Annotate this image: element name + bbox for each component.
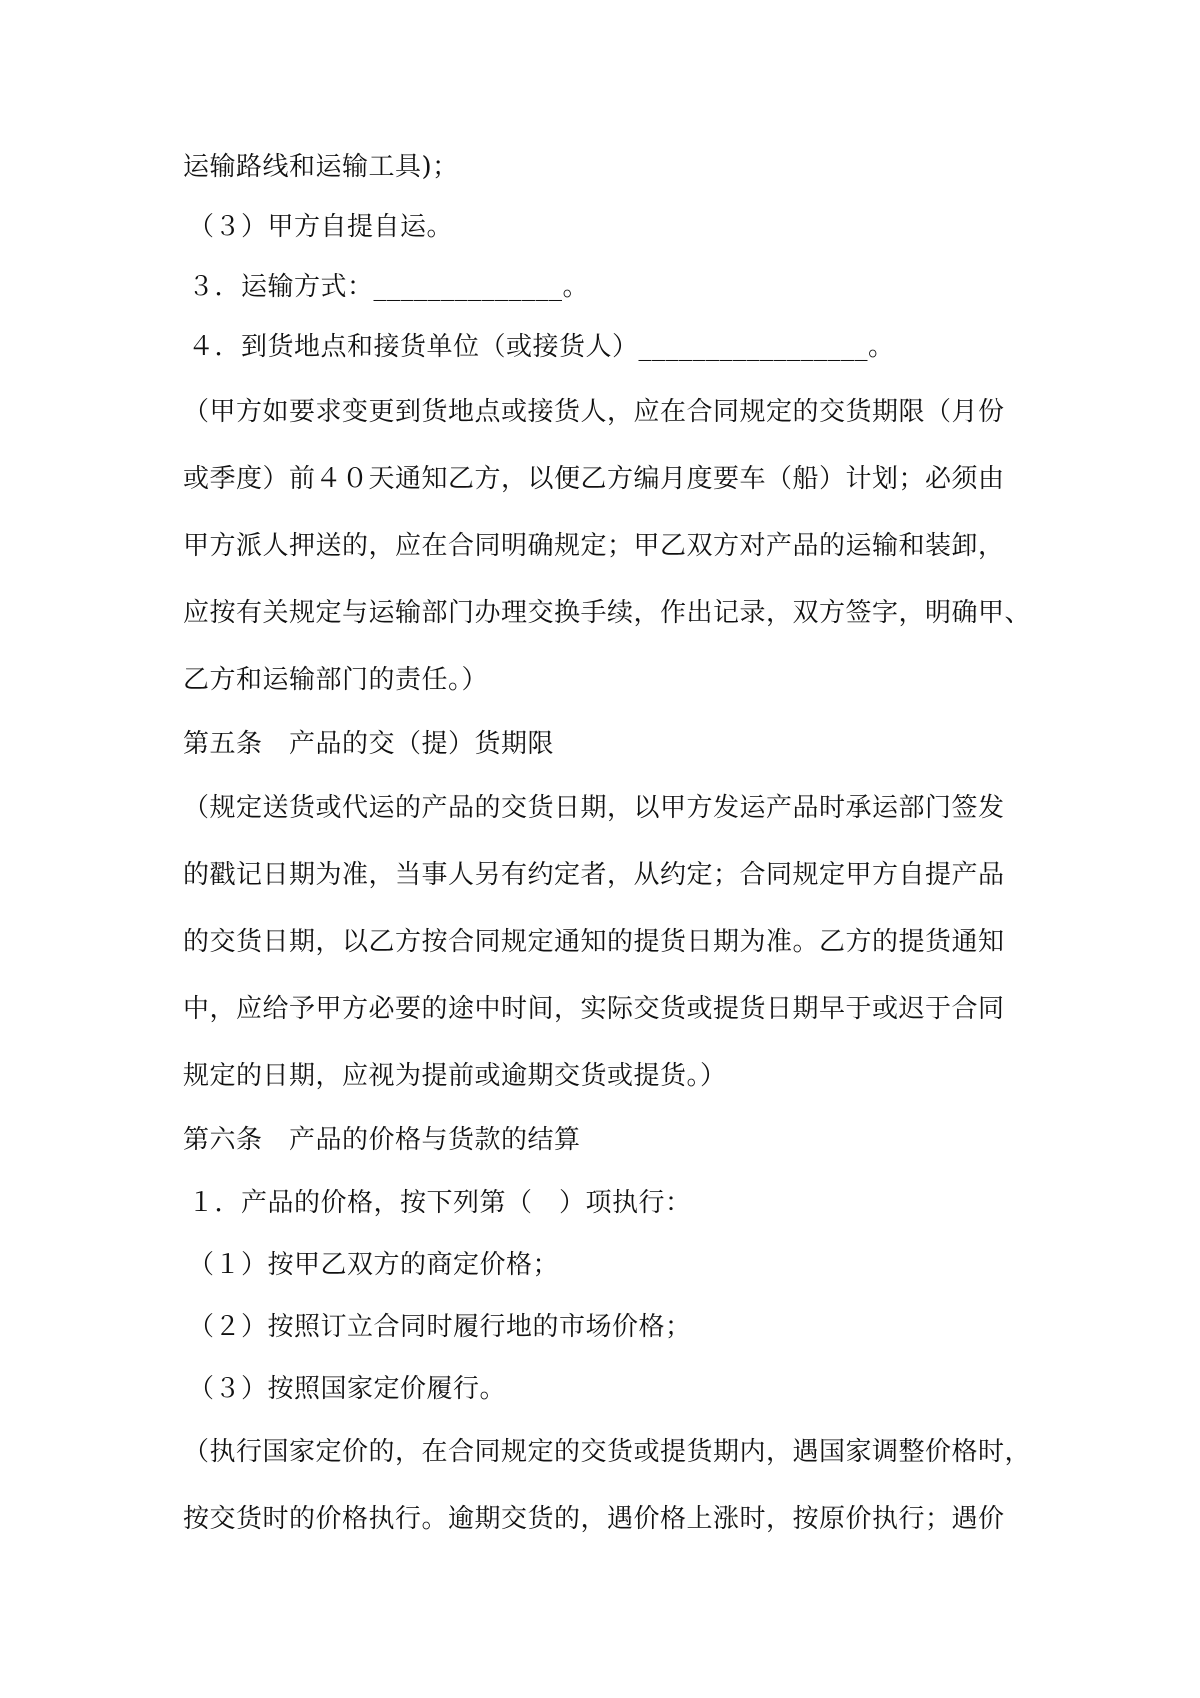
line-14: 中，应给予甲方必要的途中时间，实际交货或提货日期早于或迟于合同 <box>183 994 1005 1024</box>
line-4: ４．到货地点和接货单位（或接货人）_________________。 <box>188 332 895 362</box>
line-22: 按交货时的价格执行。逾期交货的，遇价格上涨时，按原价执行；遇价 <box>183 1504 1005 1534</box>
article-5-heading: 第五条 产品的交（提）货期限 <box>183 729 555 759</box>
line-18: （１）按甲乙双方的商定价格； <box>188 1250 560 1280</box>
line-19: （２）按照订立合同时履行地的市场价格； <box>188 1312 692 1342</box>
line-8: 应按有关规定与运输部门办理交换手续，作出记录，双方签字，明确甲、 <box>183 598 1032 628</box>
line-11: （规定送货或代运的产品的交货日期，以甲方发运产品时承运部门签发 <box>183 793 1005 823</box>
line-13: 的交货日期，以乙方按合同规定通知的提货日期为准。乙方的提货通知 <box>183 927 1005 957</box>
line-20: （３）按照国家定价履行。 <box>188 1374 507 1404</box>
line-7: 甲方派人押送的，应在合同明确规定；甲乙双方对产品的运输和装卸， <box>183 531 1005 561</box>
line-17: １．产品的价格，按下列第（ ）项执行： <box>188 1188 692 1218</box>
line-12: 的戳记日期为准，当事人另有约定者，从约定；合同规定甲方自提产品 <box>183 860 1005 890</box>
line-21: （执行国家定价的，在合同规定的交货或提货期内，遇国家调整价格时， <box>183 1437 1032 1467</box>
line-6: 或季度）前４０天通知乙方，以便乙方编月度要车（船）计划；必须由 <box>183 464 1005 494</box>
line-3: ３．运输方式：______________。 <box>188 272 590 302</box>
line-9: 乙方和运输部门的责任。） <box>183 665 489 695</box>
article-6-heading: 第六条 产品的价格与货款的结算 <box>183 1125 581 1155</box>
line-2: （３）甲方自提自运。 <box>188 212 454 242</box>
line-15: 规定的日期，应视为提前或逾期交货或提货。） <box>183 1061 727 1091</box>
line-5: （甲方如要求变更到货地点或接货人，应在合同规定的交货期限（月份 <box>183 397 1005 427</box>
line-1: 运输路线和运输工具)； <box>183 152 459 182</box>
